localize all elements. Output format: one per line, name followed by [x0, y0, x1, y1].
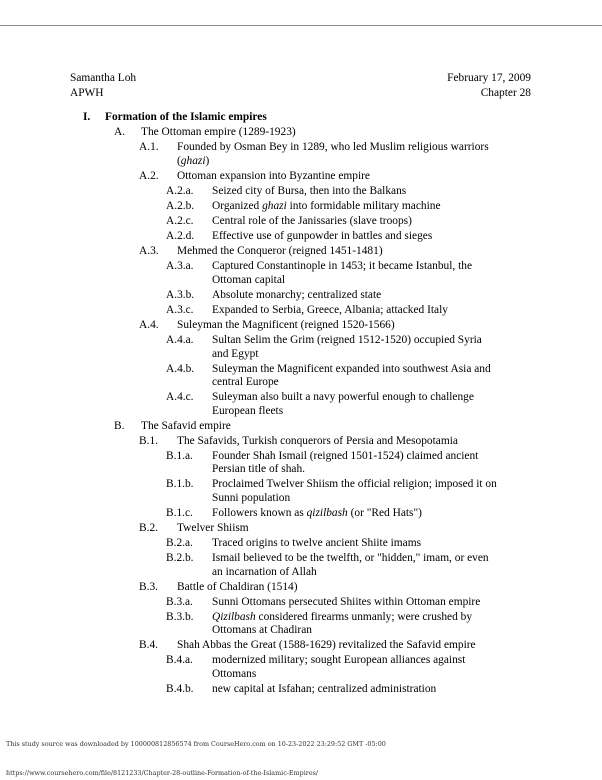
outline-text-run: European fleets	[212, 404, 284, 417]
outline-text-run: an incarnation of Allah	[212, 565, 317, 578]
outline-text	[177, 319, 395, 332]
italic-term: qizilbash	[306, 506, 348, 519]
outline-label: B.2.b.	[166, 552, 194, 565]
outline-text	[177, 639, 476, 652]
outline-text-run: Effective use of gunpowder in battles and sieges	[212, 230, 433, 243]
outline-label: A.3.	[139, 245, 159, 258]
outline-text-run: Mehmed the Conqueror (reigned 1451-1481)	[177, 245, 383, 258]
outline-label: B.1.	[139, 434, 158, 447]
outline-text-run: )	[205, 154, 210, 167]
outline-label: A.1.	[139, 141, 159, 154]
outline-text-run: Sunni Ottomans persecuted Shiites within Ottoman empire	[212, 595, 481, 608]
outline-label: B.4.	[139, 639, 158, 652]
outline-text	[177, 435, 458, 448]
outline-label: A.2.b.	[166, 199, 195, 212]
outline-label: A.2.d.	[166, 230, 195, 243]
outline-text-run: Founded by Osman Bey in 1289, who led Muslim religious warriors	[177, 141, 489, 154]
italic-term: ghazi	[262, 199, 287, 212]
outline-text	[177, 581, 298, 594]
outline-text	[212, 683, 436, 696]
outline-label: B.2.	[139, 521, 158, 534]
outline-text-continuation	[212, 463, 305, 476]
outline-text-run: Twelver Shiism	[177, 521, 249, 534]
outline-text	[177, 170, 370, 183]
outline-text-run: Central role of the Janissaries (slave troops)	[212, 215, 412, 227]
outline-text	[212, 363, 491, 376]
outline-text-run: Captured Constantinople in 1453; it became Istanbul, the	[212, 260, 473, 273]
outline-text-run: Ottoman expansion into Byzantine empire	[177, 169, 370, 182]
outline-label: B.	[114, 419, 125, 432]
outline-text-run: Formation of the Islamic empires	[105, 111, 267, 123]
outline-label: B.3.a.	[166, 595, 193, 608]
outline-text	[105, 111, 267, 124]
outline-text-run: and Egypt	[212, 347, 259, 360]
outline-text	[212, 654, 465, 667]
outline-text	[177, 245, 383, 258]
outline-text-run: Founder Shah Ismail (reigned 1501-1524) claimed ancient	[212, 449, 479, 462]
outline-label: A.4.c.	[166, 391, 194, 404]
outline-text	[212, 537, 421, 550]
outline-label: A.3.a.	[166, 260, 194, 273]
outline-text-run: Persian title of shah.	[212, 463, 306, 476]
outline-label: A.3.c.	[166, 303, 194, 316]
outline-label: B.4.a.	[166, 654, 193, 667]
italic-term: ghazi	[180, 154, 206, 167]
outline-label: A.4.	[139, 319, 159, 331]
author-name: Samantha Loh	[70, 72, 137, 84]
outline-text	[212, 478, 497, 491]
outline-label: B.2.a.	[166, 537, 193, 549]
outline-text-continuation	[212, 274, 285, 287]
outline-text	[212, 450, 478, 463]
outline-text	[212, 215, 412, 228]
outline-text-continuation	[212, 668, 256, 681]
outline-text-run: Sultan Selim the Grim (reigned 1512-1520) occupied Syria	[212, 334, 482, 347]
outline-text	[212, 611, 472, 624]
outline-text	[212, 289, 381, 302]
outline-label: B.3.	[139, 580, 158, 593]
outline-label: B.1.c.	[166, 506, 193, 519]
outline-text	[212, 304, 448, 317]
outline-text-continuation	[212, 348, 259, 361]
outline-label: B.4.b.	[166, 682, 194, 695]
outline-label: B.3.b.	[166, 610, 194, 623]
outline-text-run: modernized military; sought European alliances against	[212, 654, 466, 667]
outline-text-run: Ismail believed to be the twelfth, or "hidden," imam, or even	[212, 552, 489, 565]
outline-text	[212, 507, 422, 520]
outline-text	[141, 420, 231, 433]
outline-text	[212, 260, 472, 273]
source-url[interactable]: https://www.coursehero.com/file/8121233/Chapter-28-outline-Formation-of-the-Islamic-Empires/	[6, 769, 319, 777]
outline-text	[212, 391, 474, 404]
outline-text-continuation	[212, 376, 279, 389]
outline-text-run: Shah Abbas the Great (1588-1629) revitalized the Safavid empire	[177, 639, 476, 652]
outline-text-run: Seized city of Bursa, then into the Balkans	[212, 184, 407, 197]
outline-text-run: central Europe	[212, 376, 279, 388]
course-name: APWH	[70, 87, 104, 99]
outline-text-run: Ottoman capital	[212, 273, 286, 286]
outline-text-continuation	[177, 155, 209, 168]
outline-text-run: Suleyman the Magnificent (reigned 1520-1566)	[177, 319, 395, 331]
outline-text-run: Ottomans at Chadiran	[212, 624, 312, 637]
outline-text	[212, 185, 406, 198]
outline-text-run: (	[177, 154, 181, 167]
outline-text-run: Traced origins to twelve ancient Shiite imams	[212, 537, 422, 549]
outline-text	[177, 522, 249, 535]
outline-text-continuation	[212, 566, 317, 579]
outline-label: A.2.a.	[166, 184, 194, 197]
outline-label: A.2.c.	[166, 215, 194, 227]
outline-text	[212, 230, 432, 243]
outline-text-continuation	[212, 492, 290, 505]
outline-text-run: considered firearms unmanly; were crushed by	[255, 610, 473, 623]
outline-text	[212, 334, 482, 347]
chapter-label: Chapter 28	[480, 87, 531, 99]
outline-text-run: into formidable military machine	[286, 199, 441, 212]
outline-text	[212, 596, 480, 609]
outline-text-run: Proclaimed Twelver Shiism the official religion; imposed it on	[212, 478, 497, 491]
document-date: February 17, 2009	[447, 72, 531, 84]
outline-text	[141, 126, 296, 139]
outline-text-run: Absolute monarchy; centralized state	[212, 288, 382, 301]
outline-text-run: The Safavids, Turkish conquerors of Persia and Mesopotamia	[177, 434, 458, 447]
outline-label: B.1.b.	[166, 478, 194, 491]
outline-text-run: Organized	[212, 199, 263, 212]
outline-text-run: The Safavid empire	[141, 419, 231, 432]
page-top-rule	[0, 25, 602, 26]
outline-text-run: (or "Red Hats")	[347, 506, 422, 519]
outline-text	[212, 200, 441, 213]
outline-label: B.1.a.	[166, 449, 193, 462]
outline-text-continuation	[212, 405, 283, 418]
outline-text-run: Sunni population	[212, 491, 291, 504]
outline-label: A.3.b.	[166, 288, 195, 301]
download-note: This study source was downloaded by 100000812856574 from CourseHero.com on 10-23-2022 23:29:52 GMT -05:00	[6, 740, 386, 748]
outline-text-run: Suleyman the Magnificent expanded into southwest Asia and	[212, 362, 491, 375]
outline-text-continuation	[212, 624, 312, 637]
outline-label: A.2.	[139, 169, 159, 182]
outline-text	[177, 141, 489, 154]
outline-text-run: Ottomans	[212, 667, 257, 680]
outline-label: A.	[114, 126, 126, 139]
outline-text-run: Followers known as	[212, 506, 307, 519]
outline-label: A.4.b.	[166, 362, 195, 375]
outline-text	[212, 552, 489, 565]
italic-term: Qizilbash	[212, 610, 256, 623]
outline-text-run: Suleyman also built a navy powerful enough to challenge	[212, 391, 474, 404]
outline-text-run: new capital at Isfahan; centralized administration	[212, 682, 437, 695]
outline-text-run: The Ottoman empire (1289-1923)	[141, 126, 296, 139]
outline-text-run: Battle of Chaldiran (1514)	[177, 580, 298, 593]
outline-label: A.4.a.	[166, 334, 194, 347]
outline-label: I.	[83, 111, 91, 123]
outline-text-run: Expanded to Serbia, Greece, Albania; attacked Italy	[212, 303, 448, 316]
